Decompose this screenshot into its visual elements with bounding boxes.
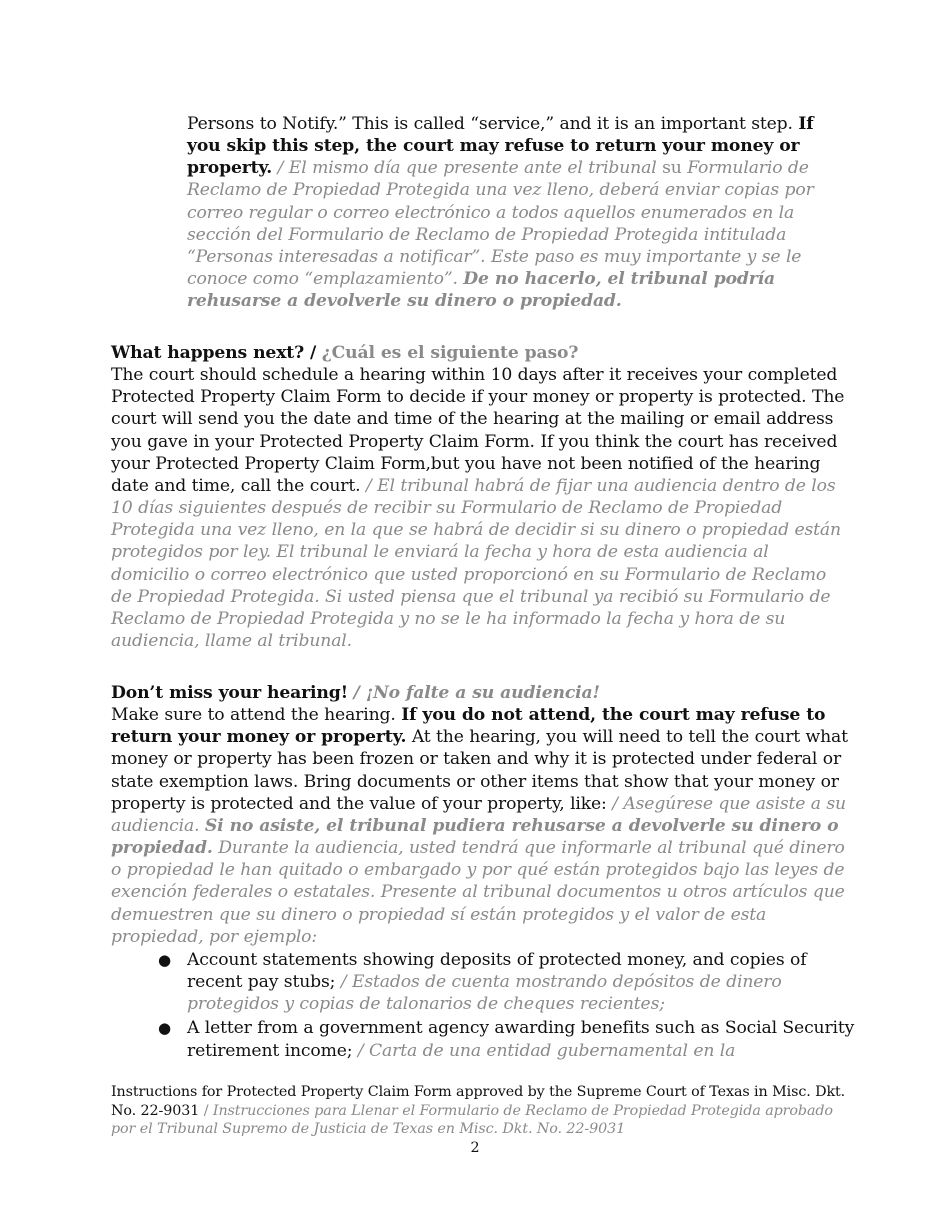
list-item bbox=[158, 949, 858, 1015]
page-footer bbox=[111, 1083, 851, 1139]
section-heading bbox=[111, 342, 851, 364]
intro-text-es-2: Formulario de Reclamo de Propiedad Protegida una vez lleno, deberá enviar copias por correo regular o correo electrónico a todos aquellos enumerados en la sección del Formulario de Reclamo de Propiedad Protegida intitulada “Personas interesadas a notificar”. Este paso es muy importante y se le conoce como “emplazamiento”. bbox=[187, 158, 814, 290]
body-es-2: Durante la audiencia, usted tendrá que informarle al tribunal qué dinero o propiedad le han quitado o embargado y por qué están protegidos bajo las leyes de exención federales o estatales. Presente al tribunal documentos u otros artículos que demuestren que su dinero o propiedad sí están protegidos y el valor de esta propiedad, por ejemplo: bbox=[111, 838, 845, 947]
body-en: The court should schedule a hearing within 10 days after it receives your completed Protected Property Claim Form to decide if your money or property is protected. The court will send you the date and time of the hearing at the mailing or email address you gave in your Protected Property Claim Form. If you think the court has received your Protected Property Claim Form,but you have not been notified of the hearing date and time, call the court. bbox=[111, 365, 845, 496]
section-body bbox=[111, 364, 851, 652]
heading-en: What happens next? / bbox=[111, 343, 317, 363]
list-item-es: / Estados de cuenta mostrando depósitos de dinero protegidos y copias de talonarios de cheques recientes; bbox=[187, 972, 782, 1015]
list-item-es: / Carta de una entidad gubernamental en la bbox=[357, 1040, 736, 1061]
heading-es: ¿Cuál es el siguiente paso? bbox=[321, 343, 579, 363]
section-heading bbox=[111, 682, 851, 704]
body-es: / Asegúrese que asiste a su audiencia. bbox=[111, 793, 846, 836]
section-what-happens-next bbox=[111, 342, 851, 652]
list-item-en: Account statements showing deposits of protected money, and copies of recent pay stubs; bbox=[187, 950, 807, 993]
intro-text-en: Persons to Notify.” This is called “service,” and it is an important step. bbox=[187, 114, 793, 134]
footer-separator: / bbox=[203, 1102, 209, 1119]
intro-warning-es: De no hacerlo, el tribunal podría rehusarse a devolverle su dinero o propiedad. bbox=[187, 269, 776, 312]
section-dont-miss-hearing bbox=[111, 682, 851, 948]
bullet-icon: ● bbox=[158, 1019, 171, 1038]
evidence-list bbox=[158, 949, 858, 1062]
footer-text-en: Instructions for Protected Property Claim Form approved by the Supreme Court of Texas in Misc. Dkt. No. 22-9031 bbox=[111, 1084, 846, 1119]
intro-paragraph bbox=[187, 113, 827, 312]
footer-text-es: Instrucciones para Llenar el Formulario de Reclamo de Propiedad Protegida aprobado por el Tribunal Supremo de Justicia de Texas en Misc. Dkt. No. 22-9031 bbox=[111, 1102, 833, 1137]
intro-warning-en: If you skip this step, the court may refuse to return your money or property. bbox=[187, 114, 814, 179]
list-item-en: A letter from a government agency awarding benefits such as Social Security retirement income; bbox=[187, 1018, 855, 1061]
bullet-icon: ● bbox=[158, 951, 171, 969]
list-item bbox=[158, 1017, 858, 1061]
warning-es: Si no asiste, el tribunal pudiera rehusarse a devolverle su dinero o propiedad. bbox=[111, 815, 839, 859]
page-number: 2 bbox=[470, 1140, 480, 1156]
intro-text-es-su: su bbox=[662, 158, 682, 179]
warning-en: If you do not attend, the court may refuse to return your money or property. bbox=[111, 705, 826, 748]
section-body bbox=[111, 704, 851, 948]
body-en: Make sure to attend the hearing. bbox=[111, 705, 396, 726]
heading-en: Don’t miss your hearing! bbox=[111, 683, 349, 703]
body-es: / El tribunal habrá de fijar una audiencia dentro de los 10 días siguientes después de recibir su Formulario de Reclamo de Propiedad Protegida una vez lleno, en la que se habrá de decidir si su dinero o propiedad están protegidos por ley. El tribunal le enviará la fecha y hora de esta audiencia al domicilio o correo electrónico que usted proporcionó en su Formulario de Reclamo de Propiedad Protegida. Si usted piensa que el tribunal ya recibió su Formulario de Reclamo de Propiedad Protegida y no se le ha informado la fecha y hora de su audiencia, llame al tribunal. bbox=[111, 475, 841, 652]
heading-es: / ¡No falte a su audiencia! bbox=[353, 683, 600, 703]
intro-text-es: / El mismo día que presente ante el tribunal bbox=[277, 158, 657, 179]
body-en-2: At the hearing, you will need to tell the court what money or property has been frozen or taken and why it is protected under federal or state exemption laws. Bring documents or other items that show that your money or property is protected and the value of your property, like: bbox=[111, 727, 848, 814]
